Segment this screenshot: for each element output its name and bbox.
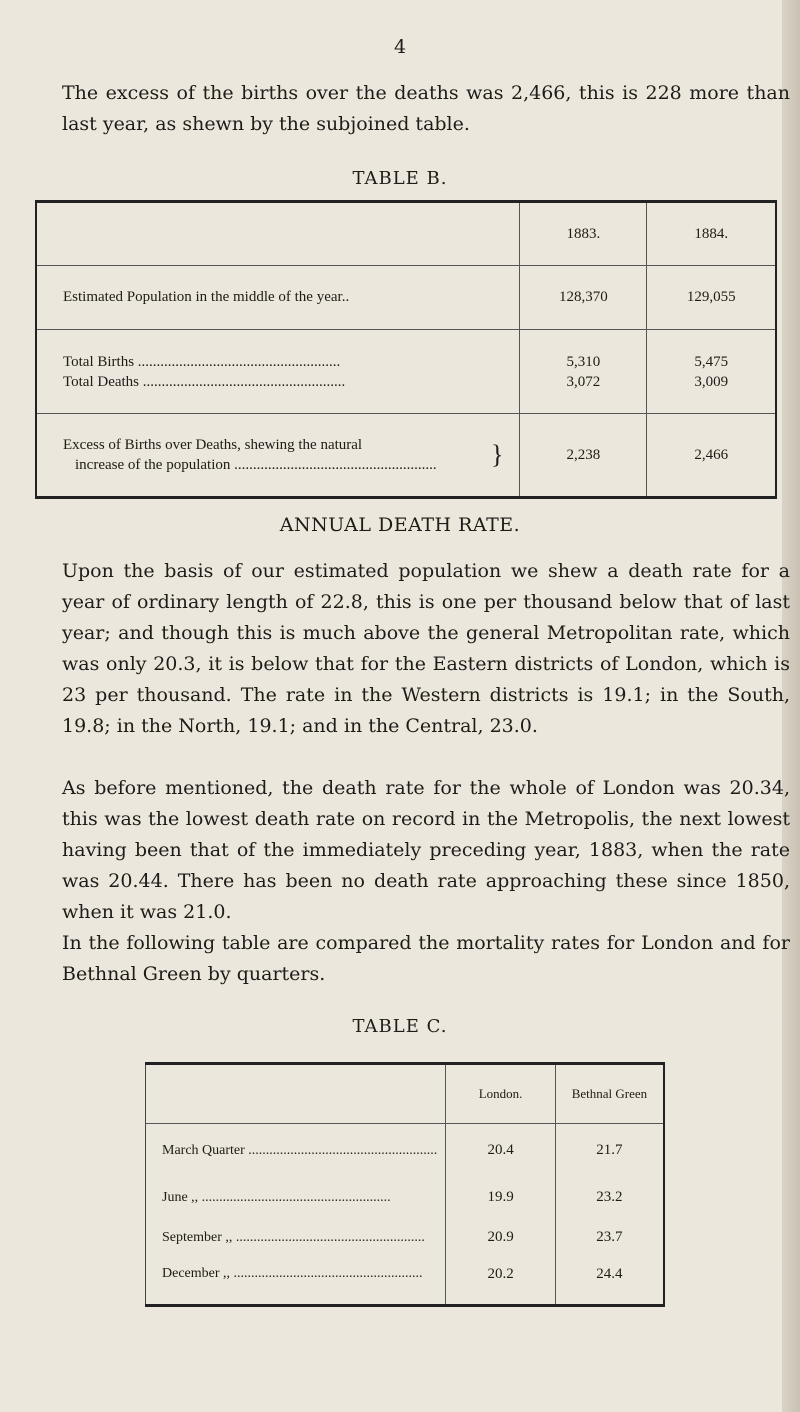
table-b-header-1884: 1884. [647, 202, 776, 266]
dot-leader [230, 457, 436, 473]
table-c-cell: 19.9 [446, 1178, 556, 1218]
table-b-cell: 2,466 [694, 446, 729, 463]
table-c-row-label: December ,, [162, 1265, 231, 1281]
table-b-row-label-group [36, 414, 520, 498]
intro-paragraph: The excess of the births over the deaths was 2,466, this is 228 more than last year, as shewn by the subjoined table. [62, 82, 790, 135]
table-c-header-row [146, 1064, 665, 1124]
brace-icon: } [491, 440, 504, 469]
table-b-row-label: Estimated Population in the middle of the year.. [36, 266, 520, 330]
table-c-cell: 20.9 [446, 1218, 556, 1258]
table-b-cell: 129,055 [647, 266, 776, 330]
table-c-row [146, 1258, 665, 1306]
table-c-row-label: September ,, [162, 1229, 233, 1245]
table-b-cell: 3,072 [566, 373, 601, 390]
table-b-row [36, 414, 776, 498]
table-b-header-1883: 1883. [520, 202, 647, 266]
dot-leader [139, 374, 345, 390]
dot-leader [198, 1190, 391, 1205]
table-b-row [36, 266, 776, 330]
table-c-cell: 20.4 [446, 1124, 556, 1178]
dot-leader [232, 1230, 425, 1245]
excess-label-line1: Excess of Births over Deaths, shewing the natural [63, 437, 363, 453]
table-c-cell: 23.2 [596, 1189, 623, 1205]
table-c-corner [146, 1064, 446, 1124]
table-c-row-label: March Quarter [162, 1142, 245, 1158]
table-c-cell: 23.7 [596, 1229, 623, 1245]
table-b-header-row [36, 202, 776, 266]
comparison-intro-paragraph: In the following table are compared the mortality rates for London and for Bethnal Green by quarters. [62, 932, 790, 985]
table-c-cell: 24.4 [596, 1265, 623, 1282]
table-b-cell-group [520, 330, 647, 414]
table-b-cell: 5,310 [566, 353, 601, 370]
excess-label-line2: increase of the population [75, 457, 231, 473]
table-b-cell: 2,238 [520, 414, 647, 498]
table-c-row-label: June ,, [162, 1189, 199, 1205]
dot-leader [230, 1266, 423, 1281]
table-b-title: TABLE B. [352, 168, 448, 189]
table-c-row [146, 1178, 665, 1218]
table-c [145, 1062, 665, 1307]
table-c-row [146, 1218, 665, 1258]
page-number: 4 [393, 36, 407, 58]
dot-leader [134, 354, 340, 370]
total-deaths-label: Total Deaths [63, 373, 140, 390]
table-c-row [146, 1124, 665, 1178]
table-b-cell: 3,009 [694, 373, 729, 390]
table-c-title: TABLE C. [352, 1016, 448, 1037]
table-c-header-bethnal: Bethnal Green [555, 1064, 664, 1124]
dot-leader [245, 1143, 438, 1158]
total-births-label: Total Births [63, 353, 135, 370]
section-heading: ANNUAL DEATH RATE. [279, 514, 521, 536]
table-c-cell: 21.7 [596, 1142, 623, 1159]
table-b-cell-group [647, 330, 776, 414]
table-c-header-london: London. [446, 1064, 556, 1124]
table-c-cell: 20.2 [446, 1258, 556, 1306]
death-rate-paragraph: Upon the basis of our estimated population we shew a death rate for a year of ordinary length of 22.8, this is one per thousand below that of last year; and though this is much above the general Metropolitan rate, which was only 20.3, it is below that for the Eastern districts of London, which is 23 per thousand. The rate in the Western districts is 19.1; in the South, 19.8; in the North, 19.1; and in the Central, 23.0. [62, 560, 790, 737]
table-b-row-label-group [36, 330, 520, 414]
table-b-row [36, 330, 776, 414]
table-b-corner [36, 202, 520, 266]
london-rate-paragraph: As before mentioned, the death rate for the whole of London was 20.34, this was the lowest death rate on record in the Metropolis, the next lowest having been that of the immediately preceding year, 1883, when the rate was 20.44. There has been no death rate approaching these since 1850, when it was 21.0. [62, 777, 790, 923]
table-b-cell: 5,475 [694, 353, 729, 370]
table-b-cell: 128,370 [520, 266, 647, 330]
table-b [35, 200, 777, 499]
